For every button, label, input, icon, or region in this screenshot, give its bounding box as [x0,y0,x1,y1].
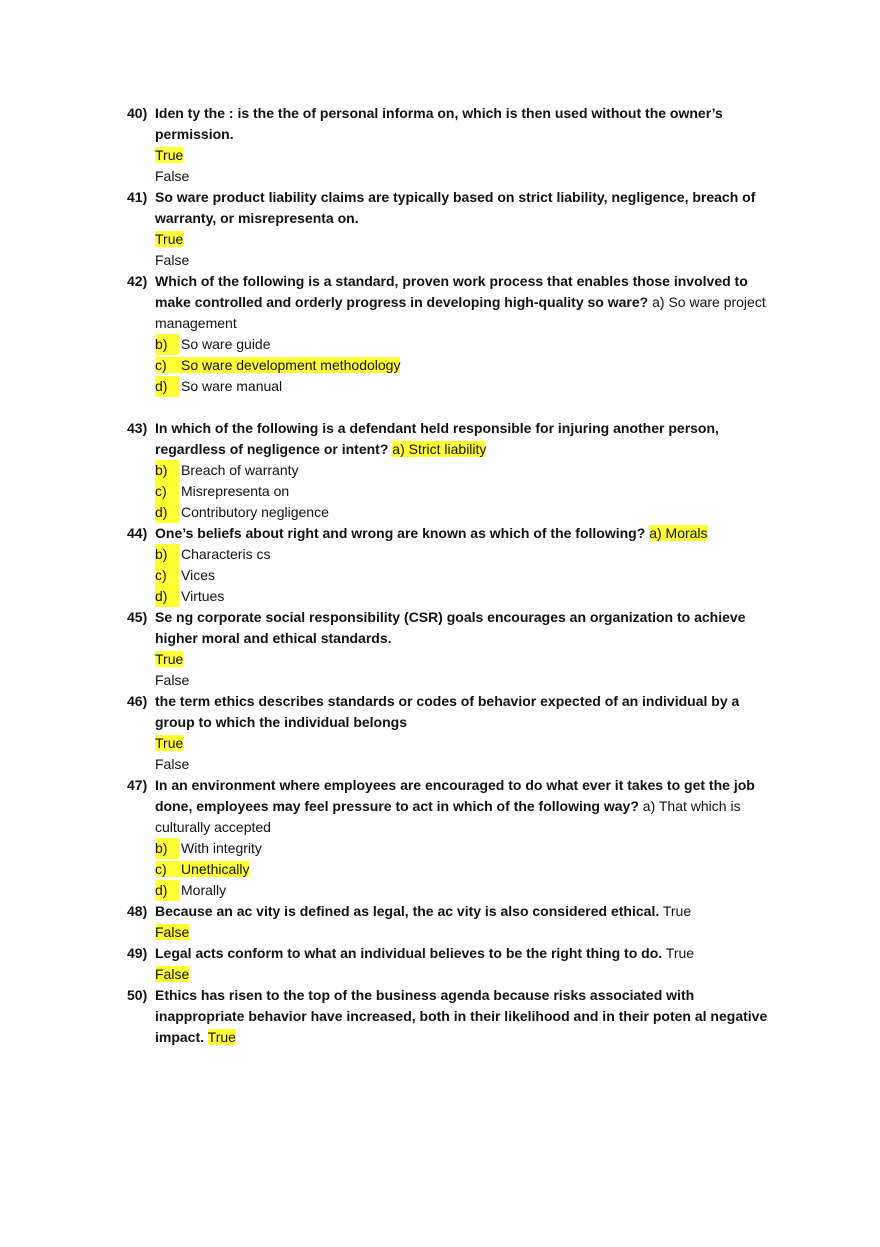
option-a: a) That which is culturally accepted [155,798,741,835]
question-number: 45) [127,609,148,625]
question-number: 42) [127,273,148,289]
question-number: 46) [127,693,148,709]
question-number: 44) [127,525,148,541]
question-stem: One’s beliefs about right and wrong are known as which of the following? [155,525,646,541]
option-c: c) Vices [155,565,777,586]
answer-true-highlighted: True [207,1029,236,1045]
option-d: d) So ware manual [155,376,777,397]
option-a-highlighted: a) Strict liability [392,441,487,457]
option-c: c) Misrepresenta on [155,481,777,502]
question-stem: Legal acts conform to what an individual believes to be the right thing to do. [155,945,663,961]
question-stem: Because an ac vity is defined as legal, the ac vity is also considered ethical. [155,903,660,919]
question-48 [127,901,777,943]
option-b: b) Characteris cs [155,544,777,565]
question-49 [127,943,777,985]
question-41 [127,187,777,271]
option-a: a) So ware project management [155,294,766,331]
question-number: 40) [127,105,148,121]
question-42 [127,271,777,418]
answer-true-highlighted: True [155,651,184,667]
question-stem: Ethics has risen to the top of the business agenda because risks associated with inappropriate behavior have increased, both in their likelihood and in their poten al negative impact. [155,987,768,1045]
answer-true-highlighted: True [155,231,184,247]
question-number: 49) [127,945,148,961]
question-45 [127,607,777,691]
question-number: 48) [127,903,148,919]
answer-false-highlighted: False [155,966,190,982]
option-c-highlighted: c) So ware development methodology [155,357,401,373]
answer-false: False [155,252,190,268]
option-c-highlighted: c) Unethically [155,861,250,877]
answer-true: True [665,945,695,961]
question-43 [127,418,777,523]
question-stem: Se ng corporate social responsibility (CSR) goals encourages an organization to achieve higher moral and ethical standards. [155,609,746,646]
answer-false-highlighted: False [155,924,190,940]
option-b: b) So ware guide [155,334,777,355]
answer-false: False [155,756,190,772]
answer-true: True [662,903,692,919]
answer-false: False [155,672,190,688]
question-stem: In an environment where employees are encouraged to do what ever it takes to get the job done, employees may feel pressure to act in which of the following way? [155,777,755,814]
question-stem: So ware product liability claims are typically based on strict liability, negligence, breach of warranty, or misrepresenta on. [155,189,756,226]
answer-true-highlighted: True [155,735,184,751]
option-b: b) Breach of warranty [155,460,777,481]
question-number: 50) [127,987,148,1003]
question-list [127,103,777,1048]
question-46 [127,691,777,775]
answer-false: False [155,168,190,184]
question-number: 41) [127,189,148,205]
option-b: b) With integrity [155,838,777,859]
question-47 [127,775,777,901]
option-d: d) Contributory negligence [155,502,777,523]
question-stem: In which of the following is a defendant held responsible for injuring another person, regardless of negligence or intent? [155,420,719,457]
option-a-highlighted: a) Morals [649,525,708,541]
question-stem: the term ethics describes standards or codes of behavior expected of an individual by a group to which the individual belongs [155,693,740,730]
option-d: d) Morally [155,880,777,901]
answer-true-highlighted: True [155,147,184,163]
question-number: 47) [127,777,148,793]
question-stem: Iden ty the : is the the of personal informa on, which is then used without the owner’s permission. [155,105,723,142]
question-50 [127,985,777,1048]
question-number: 43) [127,420,148,436]
question-stem: Which of the following is a standard, proven work process that enables those involved to make controlled and orderly progress in developing high-quality so ware? [155,273,748,310]
question-40 [127,103,777,187]
option-d: d) Virtues [155,586,777,607]
question-44 [127,523,777,607]
